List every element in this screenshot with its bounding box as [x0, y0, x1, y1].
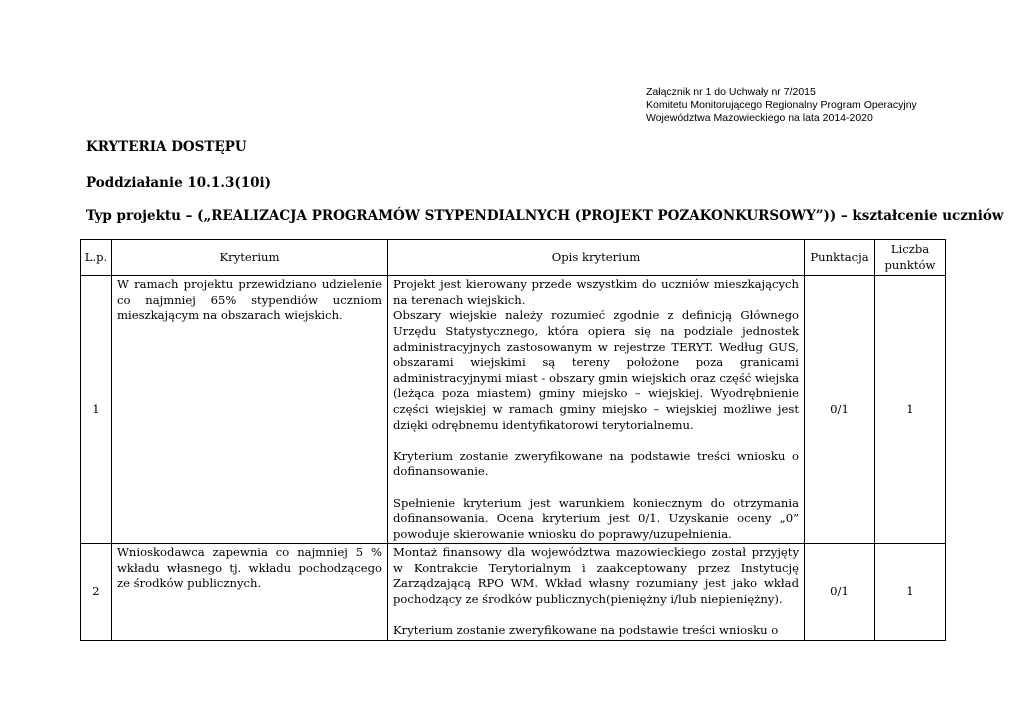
project-type-heading: Typ projektu – („REALIZACJA PROGRAMÓW STYPENDIALNYCH (PROJEKT POZAKONKURSOWY”)) – kształcenie uczniów [86, 208, 1004, 224]
row-2-kryterium: Wnioskodawca zapewnia co najmniej 5 % wkładu własnego tj. wkładu pochodzącego ze środków publicznych. [112, 544, 388, 641]
header-kryterium: Kryterium [112, 240, 388, 276]
row-2-opis-p2: Kryterium zostanie zweryfikowane na podstawie treści wniosku o [393, 623, 779, 638]
document-title: KRYTERIA DOSTĘPU [86, 139, 247, 155]
annex-line-3: Województwa Mazowieckiego na lata 2014-2020 [646, 112, 873, 124]
header-opis: Opis kryterium [388, 240, 805, 276]
row-1-lp: 1 [81, 276, 112, 544]
table-row [81, 276, 946, 544]
row-2-liczba: 1 [875, 544, 946, 641]
row-2-punktacja: 0/1 [805, 544, 875, 641]
row-2-lp: 2 [81, 544, 112, 641]
annex-note [646, 86, 917, 125]
row-1-opis [388, 276, 805, 544]
row-1-opis-p2: Obszary wiejskie należy rozumieć zgodnie z definicją Głównego Urzędu Statystycznego, która opiera się na podziale jednostek administracyjnych zastosowanym w rejestrze TERYT. Według GUS, obszarami wiejskimi są tereny położone poza granicami administracyjnymi miast - obszary gmin wiejskich oraz część wiejska (leżąca poza miastem) gminy miejsko – wiejskiej. Wyodrębnienie części wiejskiej w ramach gminy miejsko – wiejskiej możliwe jest dzięki odrębnemu identyfikatorowi terytorialnemu. [393, 308, 799, 432]
row-2-opis [388, 544, 805, 641]
row-1-punktacja: 0/1 [805, 276, 875, 544]
table-row [81, 544, 946, 641]
row-1-liczba: 1 [875, 276, 946, 544]
header-liczba: Liczba punktów [875, 240, 946, 276]
header-punktacja: Punktacja [805, 240, 875, 276]
subaction-heading: Poddziałanie 10.1.3(10i) [86, 175, 272, 191]
row-2-opis-p1: Montaż finansowy dla województwa mazowieckiego został przyjęty w Kontrakcie Terytorialnym i zaakceptowany przez Instytucję Zarządzającą RPO WM. Wkład własny rozumiany jest jako wkład pochodzący ze środków publicznych(pieniężny i/lub niepieniężny). [393, 545, 799, 607]
criteria-table [80, 239, 946, 641]
row-1-opis-p1: Projekt jest kierowany przede wszystkim do uczniów mieszkających na terenach wiejskich. [393, 277, 799, 307]
row-1-opis-p3: Kryterium zostanie zweryfikowane na podstawie treści wniosku o dofinansowanie. [393, 448, 799, 479]
header-lp: L.p. [81, 240, 112, 276]
table-header-row [81, 240, 946, 276]
row-1-kryterium: W ramach projektu przewidziano udzielenie co najmniej 65% stypendiów uczniom mieszkającym na obszarach wiejskich. [112, 276, 388, 544]
annex-line-1: Załącznik nr 1 do Uchwały nr 7/2015 [646, 86, 816, 98]
annex-line-2: Komitetu Monitorującego Regionalny Program Operacyjny [646, 99, 917, 111]
row-1-opis-p4: Spełnienie kryterium jest warunkiem koniecznym do otrzymania dofinansowania. Ocena kryterium jest 0/1. Uzyskanie oceny „0” powoduje skierowanie wniosku do poprawy/uzupełnienia. [393, 495, 799, 541]
